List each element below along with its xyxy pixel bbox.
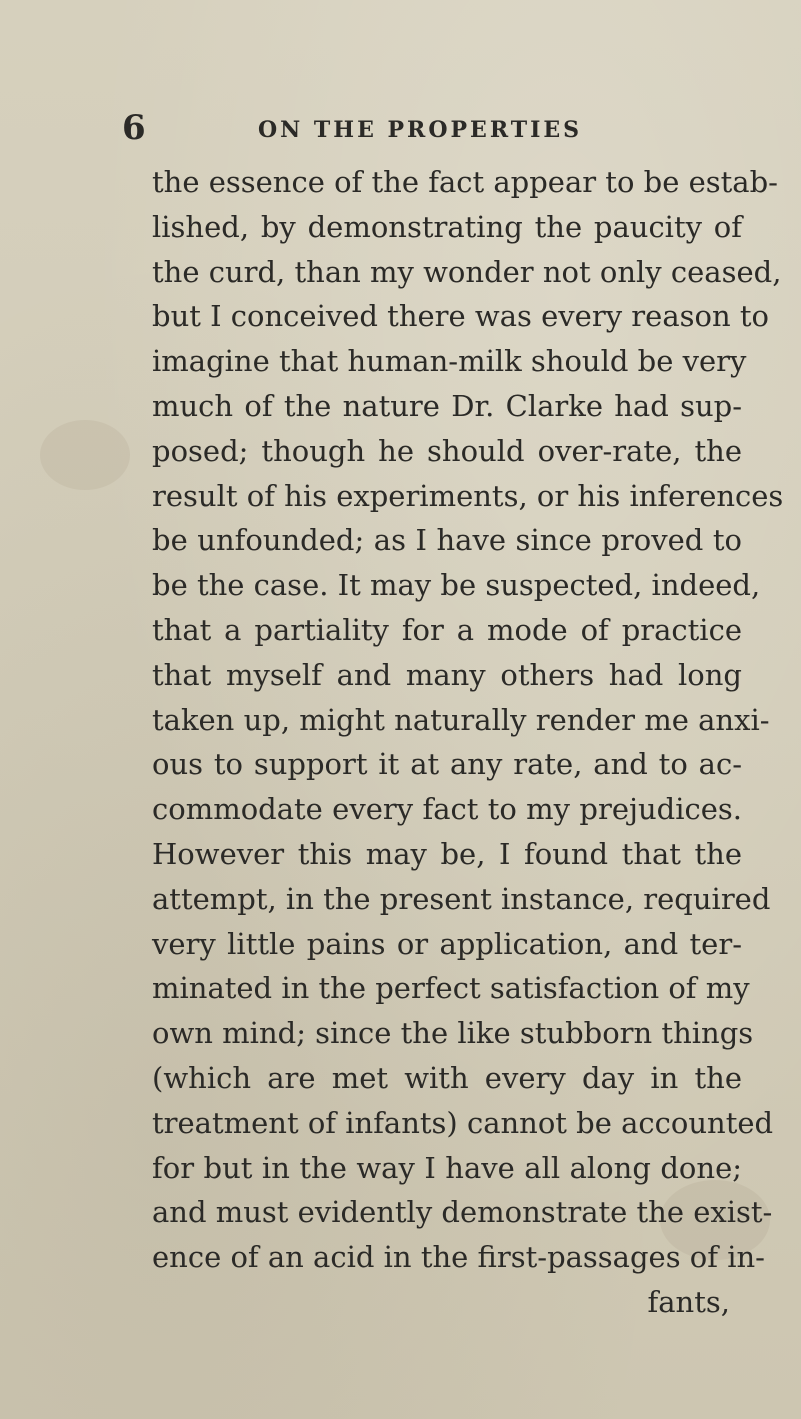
- text-line: attempt, in the present instance, required: [152, 881, 771, 916]
- text-line: taken up, might naturally render me anxi-: [152, 702, 770, 737]
- text-line: treatment of infants) cannot be accounted: [152, 1105, 774, 1140]
- text-line: result of his experiments, or his inferences: [152, 478, 784, 513]
- text-line: imagine that human-milk should be very: [152, 344, 747, 379]
- text-line: be the case. It may be suspected, indeed,: [152, 568, 761, 603]
- text-line: much of the nature Dr. Clarke had sup-: [152, 388, 742, 423]
- text-line: that a partiality for a mode of practice: [152, 612, 742, 647]
- page-number: 6: [122, 108, 146, 148]
- running-head: ON THE PROPERTIES: [258, 117, 583, 143]
- page-header: [0, 108, 801, 148]
- text-line: lished, by demonstrating the paucity of: [152, 209, 742, 244]
- text-line: but I conceived there was every reason to: [152, 299, 769, 334]
- text-line: ous to support it at any rate, and to ac-: [152, 747, 742, 782]
- text-line: commodate every fact to my prejudices.: [152, 792, 742, 827]
- text-line: (which are met with every day in the: [152, 1060, 742, 1095]
- text-line: and must evidently demonstrate the exist-: [152, 1195, 773, 1230]
- paper-stain: [40, 420, 130, 490]
- catchword: fants,: [647, 1284, 730, 1319]
- text-line: minated in the perfect satisfaction of my: [152, 971, 750, 1006]
- text-line: be unfounded; as I have since proved to: [152, 523, 742, 558]
- text-line: posed; though he should over-rate, the: [152, 433, 742, 468]
- body-text: [152, 160, 784, 1325]
- text-line: the curd, than my wonder not only ceased,: [152, 254, 782, 289]
- text-line: that myself and many others had long: [152, 657, 742, 692]
- text-line: own mind; since the like stubborn things: [152, 1016, 754, 1051]
- text-line: the essence of the fact appear to be estab-: [152, 165, 778, 199]
- text-line: very little pains or application, and ter-: [152, 926, 742, 961]
- text-line: However this may be, I found that the: [152, 836, 742, 871]
- text-line: for but in the way I have all along done;: [152, 1150, 742, 1185]
- text-line: ence of an acid in the first-passages of in-: [152, 1240, 765, 1275]
